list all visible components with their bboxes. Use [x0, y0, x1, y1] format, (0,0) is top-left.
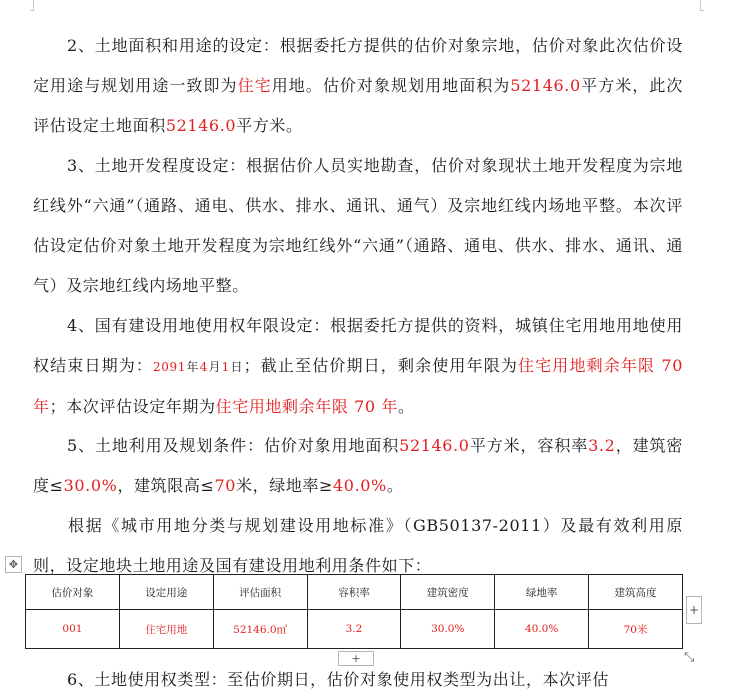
- highlight-day: 1: [221, 360, 230, 374]
- text-segment: 平方米，此次评估设定土地面积: [33, 76, 684, 135]
- header-cell[interactable]: 估价对象: [26, 575, 120, 610]
- land-parameters-table: [25, 574, 683, 649]
- highlight-use: 住宅: [237, 76, 272, 95]
- highlight-density: 30.0%: [63, 476, 118, 495]
- text-segment: ，建筑密度≤: [33, 436, 684, 495]
- margin-corner-mark-right: [700, 0, 704, 11]
- text-segment: 平方米。: [236, 116, 303, 135]
- highlight-set-term: 住宅用地剩余年限 70 年: [215, 397, 398, 416]
- table-cell[interactable]: 30.0%: [401, 610, 495, 649]
- text-segment: 2、土地面积和用途的设定：根据委托方提供的估价对象宗地，估价对象此次估价设定用途与规划用途一致即为: [33, 36, 683, 95]
- text-segment: 平方米，容积率: [469, 436, 589, 455]
- paragraph-planning-conditions: [33, 426, 683, 506]
- highlight-height: 70: [214, 476, 237, 495]
- paragraph-development-level: [33, 146, 683, 306]
- header-cell[interactable]: 建筑密度: [401, 575, 495, 610]
- text-segment: 。: [397, 397, 415, 416]
- header-cell[interactable]: 容积率: [307, 575, 401, 610]
- text-segment: 用地。估价对象规划用地面积为: [271, 76, 511, 95]
- header-cell[interactable]: 建筑高度: [589, 575, 683, 610]
- highlight-remaining-term: 住宅用地剩余年限 70 年: [33, 356, 683, 416]
- header-cell[interactable]: 绿地率: [495, 575, 589, 610]
- text-segment: 日: [229, 360, 244, 374]
- text-segment: 米，绿地率≥: [236, 476, 334, 495]
- paragraph-land-area: [33, 26, 683, 146]
- text-segment: 3、土地开发程度设定：根据估价人员实地勘查，估价对象现状土地开发程度为宗地红线外“六通”（通路、通电、供水、排水、通讯、通气）及宗地红线内场地平整。本次评估设定估价对象土地开发程度为宗地红线外“六通”（通路、通电、供水、排水、通讯、通气）及宗地红线内场地平整。: [33, 156, 683, 295]
- add-column-button[interactable]: +: [686, 596, 702, 624]
- paragraph-use-term: [33, 306, 683, 426]
- text-segment: 5、土地利用及规划条件：估价对象用地面积: [67, 436, 400, 455]
- text-segment: 年: [186, 360, 200, 374]
- highlight-far: 3.2: [588, 436, 616, 455]
- margin-corner-mark-left: [30, 0, 34, 11]
- table-cell[interactable]: 3.2: [307, 610, 401, 649]
- highlight-area: 52146.0: [399, 436, 470, 455]
- table-resize-handle-icon[interactable]: ⤡: [684, 650, 695, 665]
- table-header-row: [26, 575, 683, 610]
- text-segment: ；截止至估价期日，剩余使用年限为: [243, 356, 518, 375]
- text-segment: ，建筑限高≤: [117, 476, 215, 495]
- table-move-handle-icon[interactable]: ✥: [5, 556, 22, 573]
- add-row-button[interactable]: +: [338, 651, 374, 666]
- text-segment: ；本次评估设定年期为: [49, 397, 216, 416]
- document-body: [33, 26, 683, 586]
- text-segment: 月: [207, 360, 222, 374]
- table-cell[interactable]: 70米: [589, 610, 683, 649]
- highlight-area-2: 52146.0: [165, 116, 237, 135]
- highlight-month: 4: [199, 360, 208, 374]
- text-segment: 6、土地使用权类型：至估价期日，估价对象使用权类型为出让，本次评估: [67, 670, 609, 689]
- text-segment: 4、国有建设用地使用权年限设定：根据委托方提供的资料，城镇住宅用地用地使用权结束日期为：: [33, 316, 683, 375]
- table-row: [26, 610, 683, 649]
- table-cell[interactable]: 001: [26, 610, 120, 649]
- highlight-year: 2091: [153, 360, 186, 374]
- table-cell[interactable]: 住宅用地: [119, 610, 213, 649]
- table-cell[interactable]: 52146.0㎡: [213, 610, 307, 649]
- header-cell[interactable]: 设定用途: [119, 575, 213, 610]
- highlight-area: 52146.0: [510, 76, 581, 95]
- highlight-green: 40.0%: [333, 476, 387, 495]
- paragraph-use-right-type: [33, 660, 683, 700]
- table-cell[interactable]: 40.0%: [495, 610, 589, 649]
- text-segment: 根据《城市用地分类与规划建设用地标准》（GB50137-2011）及最有效利用原则，设定地块土地用途及国有建设用地利用条件如下：: [33, 516, 683, 575]
- header-cell[interactable]: 评估面积: [213, 575, 307, 610]
- text-segment: 。: [386, 476, 404, 495]
